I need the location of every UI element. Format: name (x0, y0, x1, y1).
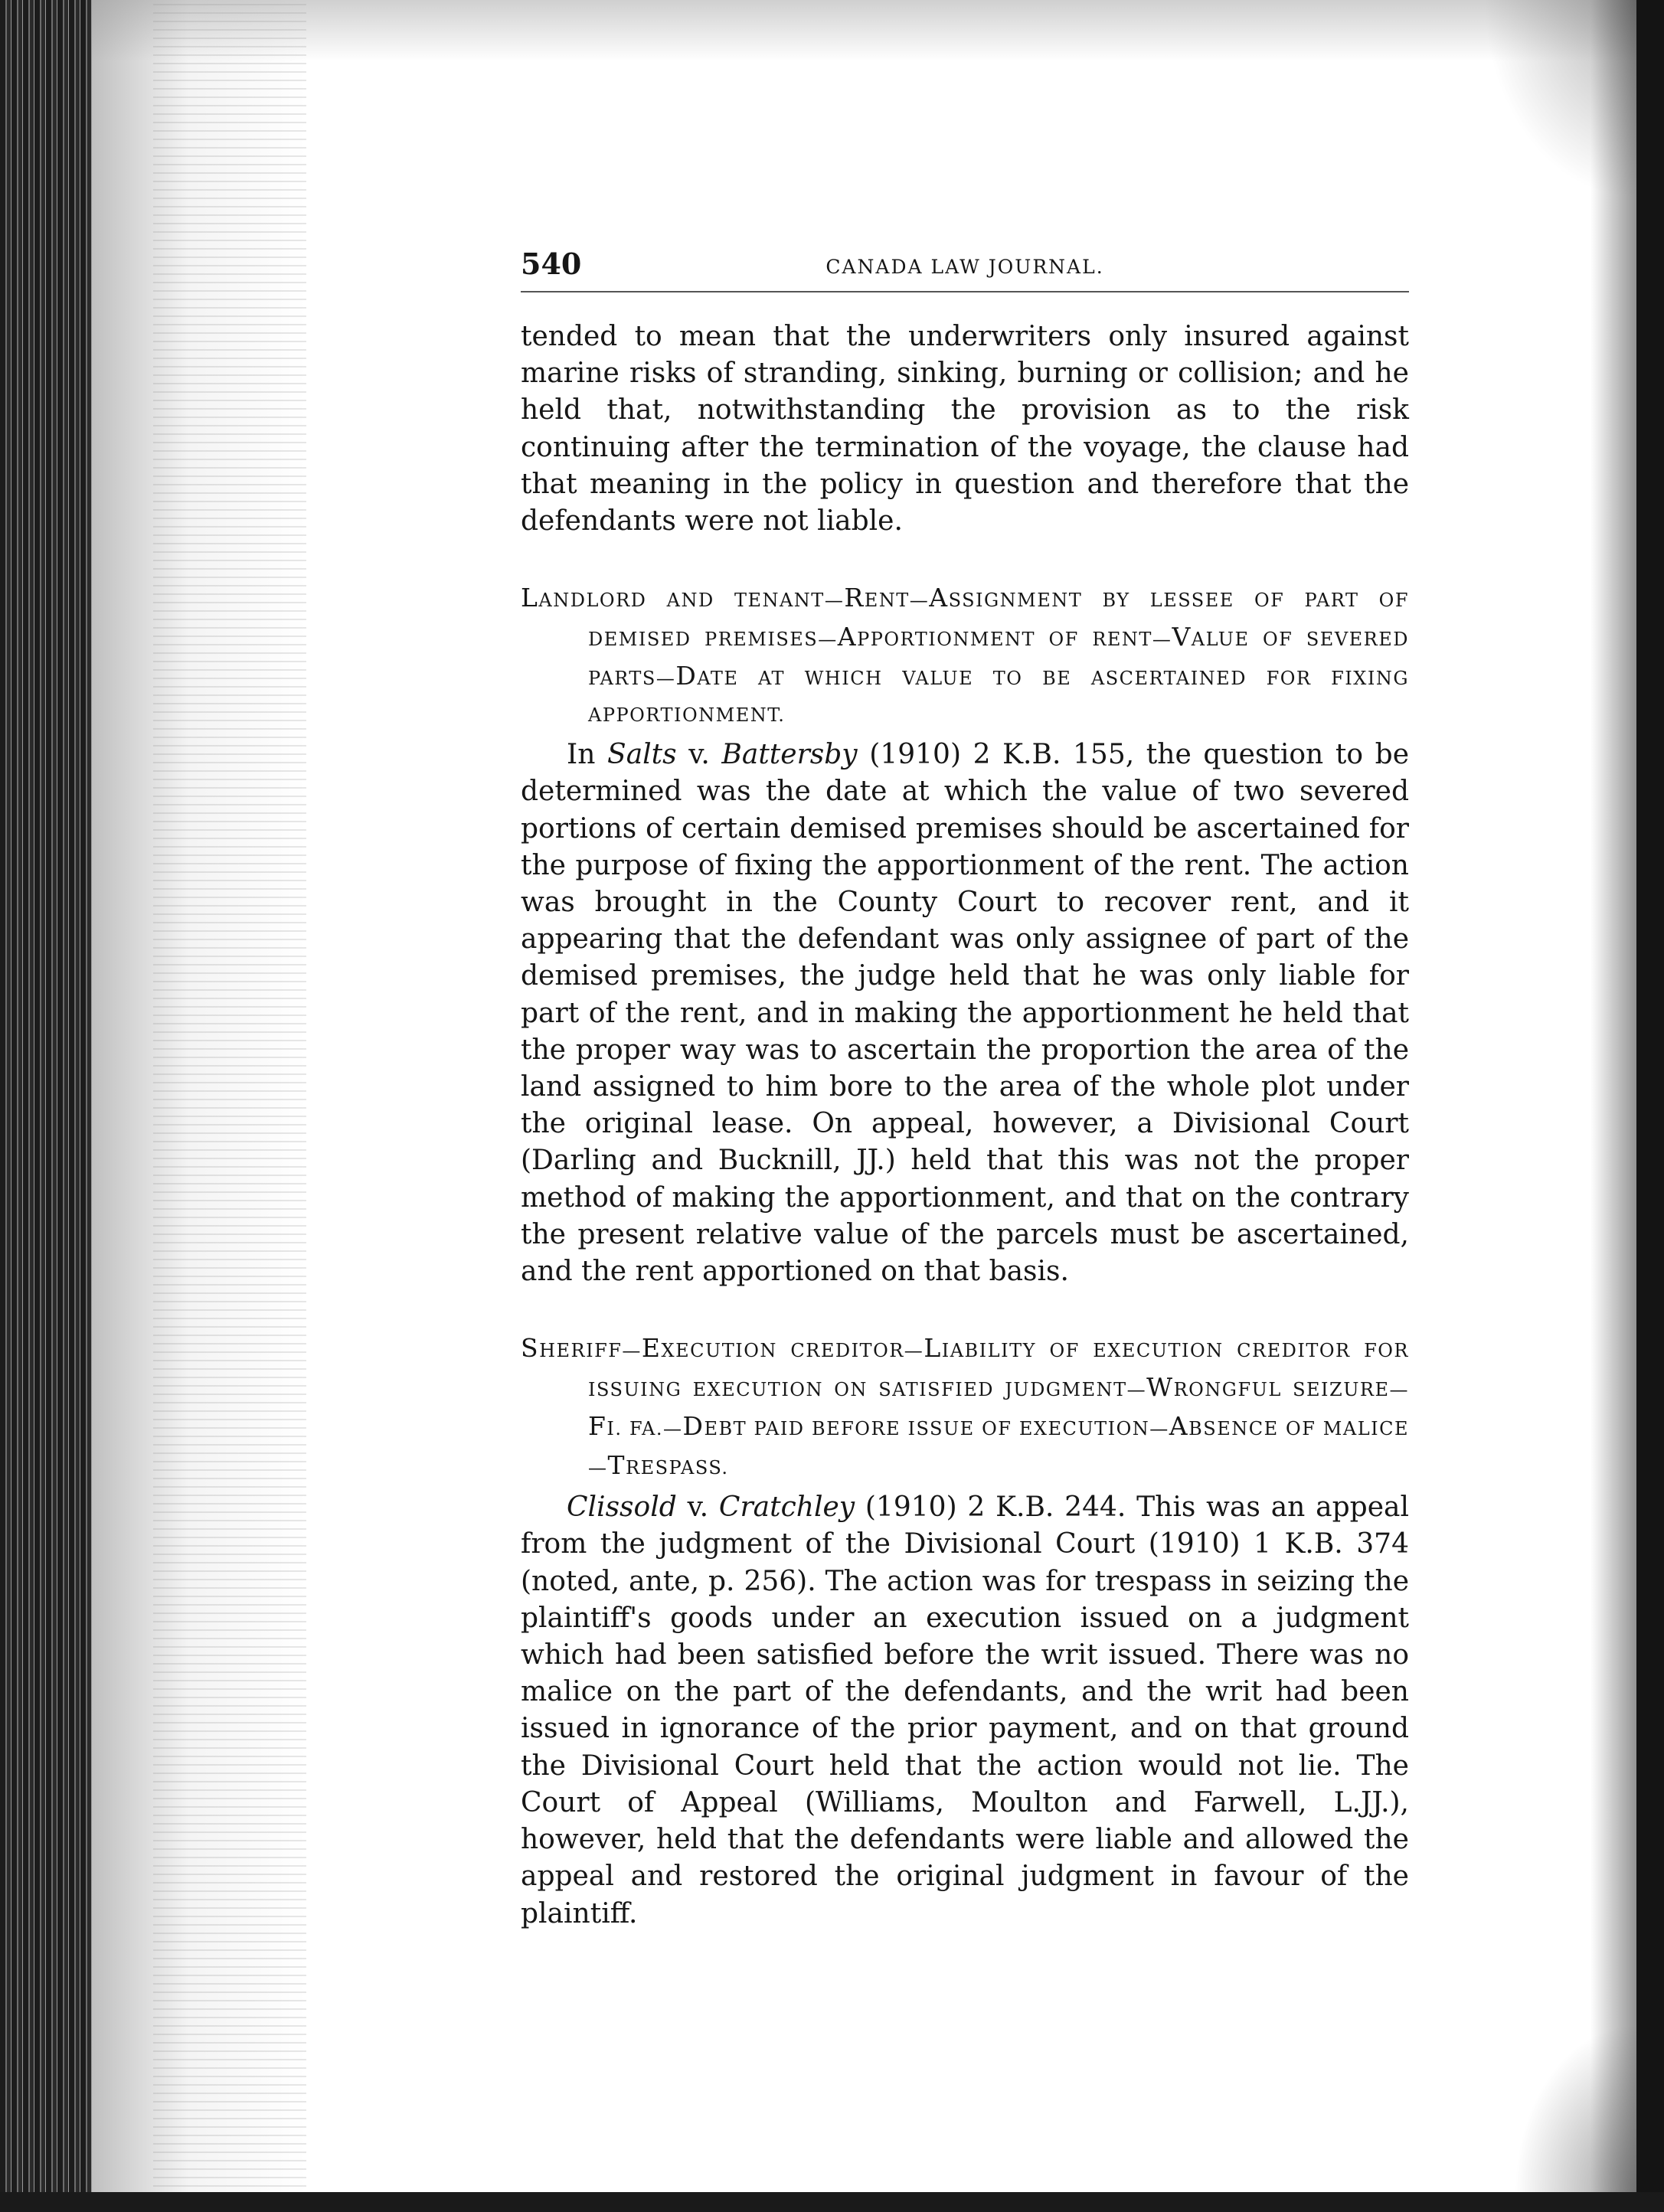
scan-noise (153, 0, 306, 2212)
page-number: 540 (521, 247, 582, 281)
running-title: CANADA LAW JOURNAL. (825, 256, 1104, 278)
section-heading-landlord-tenant: LANDLORD AND TENANT—RENT—ASSIGNMENT BY LESSEE OF PART OF DEMISED PREMISES—APPORTIONMENT OF RENT—VALUE OF SEVERED PARTS—DATE AT WHICH VALUE TO BE ASCERTAINED FOR FIXING APPORTIONMENT. (521, 583, 1410, 727)
case-party-a: Clissold (567, 1492, 677, 1524)
case-party-a: Salts (607, 739, 677, 771)
continued-paragraph: tended to mean that the underwriters only insured against marine risks of stranding, sinking, burning or collision; and he held that, notwithstanding the provision as to the risk continuing after the termination of the voyage, the clause had that meaning in the policy in question and therefore that the defendants were not liable. (521, 321, 1409, 537)
case-clissold-v-cratchley: Clissold v. Cratchley (1910) 2 K.B. 244. This was an appeal from the judgment of the Divisional Court (1910) 1 K.B. 374 (noted, ante, p. 256). The action was for trespass in seizing the plaintiff's goods under an execution issued on a judgment which had been satisfied before the writ issued. There was no malice on the part of the defendants, and the writ had been issued in ignorance of the prior payment, and on that ground the Divisional Court held that the action would not lie. The Court of Appeal (Williams, Moulton and Farwell, L.JJ.), however, held that the defendants were liable and allowed the appeal and restored the original judgment in favour of the plaintiff. (521, 1492, 1409, 1929)
bottom-scan-border (0, 2192, 1664, 2212)
book-binding-edge (0, 0, 92, 2212)
section-heading-sheriff: SHERIFF—EXECUTION CREDITOR—LIABILITY OF EXECUTION CREDITOR FOR ISSUING EXECUTION ON SATISFIED JUDGMENT—WRONGFUL SEIZURE—FI. FA.—DEBT PAID BEFORE ISSUE OF EXECUTION—ABSENCE OF MALICE—TRESPASS. (521, 1333, 1410, 1481)
right-scan-border (1636, 0, 1664, 2212)
case-salts-v-battersby: In Salts v. Battersby (1910) 2 K.B. 155, the question to be determined was the date at which the value of two severed portions of certain demised premises should be ascertained for the purpose of fixing the apportionment of the rent. The action was brought in the County Court to recover rent, and it appearing that the defendant was only assignee of part of the demised premises, the judge held that he was only liable for part of the rent, and in making the apportionment he held that the proper way was to ascertain the proportion the area of the land assigned to him bore to the area of the whole plot under the original lease. On appeal, however, a Divisional Court (Darling and Bucknill, JJ.) held that this was not the proper method of making the apportionment, and that on the contrary the present relative value of the parcels must be ascertained, and the rent apportioned on that basis. (521, 739, 1409, 1288)
right-page-shadow (1590, 0, 1636, 2212)
top-page-shadow (92, 0, 1636, 61)
case-party-b: Cratchley (718, 1492, 855, 1524)
case-party-b: Battersby (721, 739, 858, 771)
corner-shadow-bottom-right (1514, 2024, 1636, 2192)
page-header (521, 245, 1409, 292)
journal-page (521, 245, 1409, 1933)
